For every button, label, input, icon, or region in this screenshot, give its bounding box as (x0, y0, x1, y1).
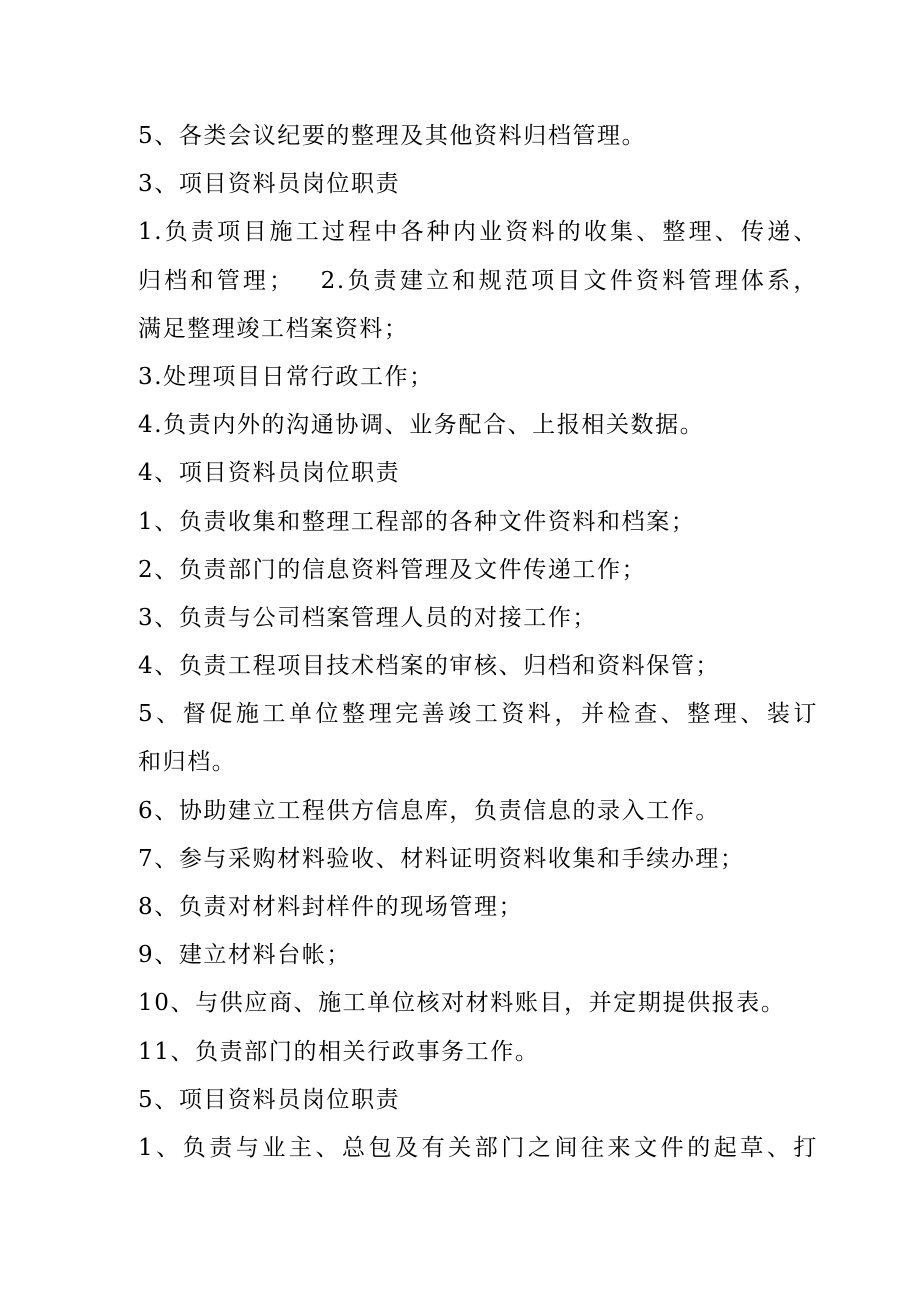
text-line: 1.负责项目施工过程中各种内业资料的收集、整理、传递、 (138, 219, 818, 246)
text-line: 1、负责与业主、总包及有关部门之间往来文件的起草、打 (138, 1134, 818, 1161)
text-line: 4.负责内外的沟通协调、业务配合、上报相关数据。 (138, 412, 705, 439)
text-line: 3、负责与公司档案管理人员的对接工作； (138, 604, 598, 631)
text-line: 满足整理竣工档案资料； (138, 315, 409, 342)
section-heading: 3、项目资料员岗位职责 (138, 171, 401, 198)
text-line: 归档和管理； 2.负责建立和规范项目文件资料管理体系， (138, 267, 818, 294)
text-line: 9、建立材料台帐； (138, 942, 352, 969)
text-line: 5、督促施工单位整理完善竣工资料，并检查、整理、装订 (138, 701, 818, 728)
text-line: 6、协助建立工程供方信息库，负责信息的录入工作。 (138, 797, 721, 824)
section-heading: 4、项目资料员岗位职责 (138, 460, 401, 487)
text-line: 7、参与采购材料验收、材料证明资料收集和手续办理； (138, 845, 745, 872)
text-line: 10、与供应商、施工单位核对材料账目，并定期提供报表。 (138, 990, 786, 1017)
text-line: 11、负责部门的相关行政事务工作。 (138, 1038, 540, 1065)
text-line: 8、负责对材料封样件的现场管理； (138, 894, 524, 920)
document-body (138, 112, 818, 1172)
text-line: 和归档。 (138, 749, 237, 776)
text-line: 4、负责工程项目技术档案的审核、归档和资料保管； (138, 653, 721, 680)
text-line: 5、各类会议纪要的整理及其他资料归档管理。 (138, 123, 647, 149)
text-line: 2、负责部门的信息资料管理及文件传递工作； (138, 556, 647, 583)
section-heading: 5、项目资料员岗位职责 (138, 1086, 401, 1113)
text-line: 1、负责收集和整理工程部的各种文件资料和档案； (138, 508, 696, 535)
text-line: 3.处理项目日常行政工作； (138, 363, 434, 390)
